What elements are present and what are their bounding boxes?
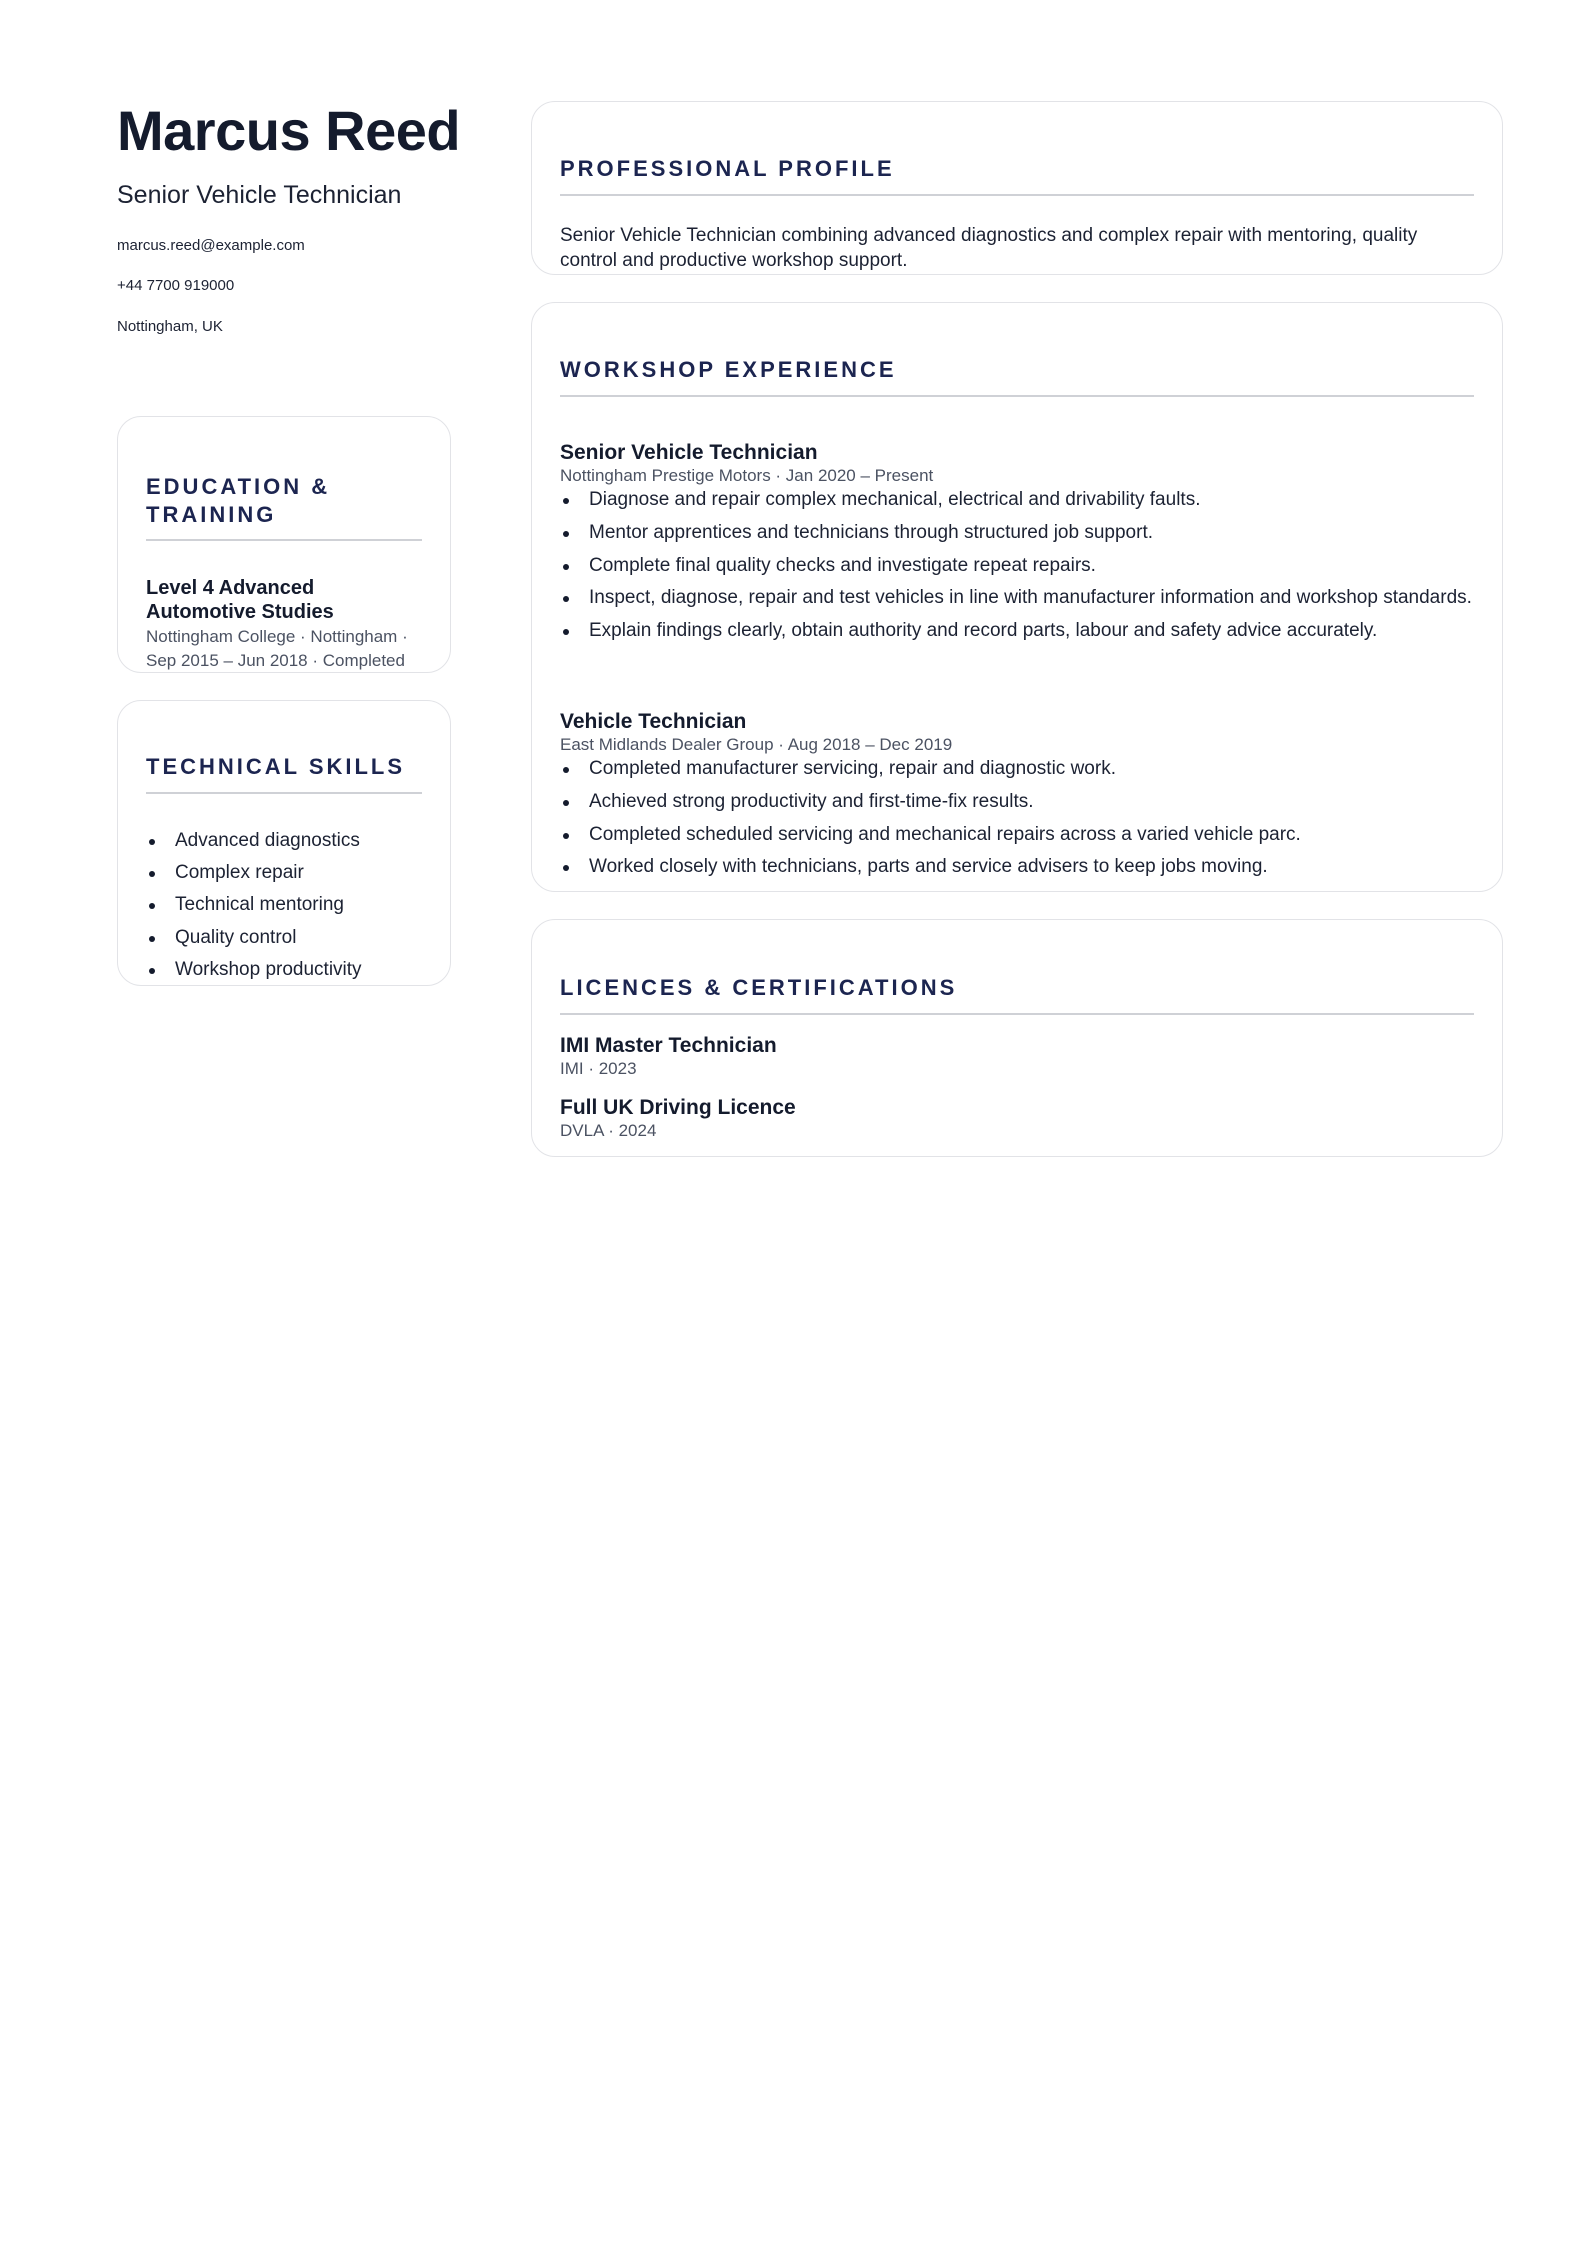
licences-card <box>531 919 1503 1157</box>
education-divider <box>146 539 422 541</box>
candidate-headline: Senior Vehicle Technician <box>117 180 402 209</box>
certification-item <box>560 1095 1474 1142</box>
job-bullet: Mentor apprentices and technicians through structured job support. <box>560 521 1474 546</box>
skills-card <box>117 700 451 986</box>
job-bullet: Diagnose and repair complex mechanical, electrical and drivability faults. <box>560 488 1474 513</box>
job-entry <box>560 440 1474 652</box>
skill-item: Complex repair <box>146 861 422 886</box>
education-heading: EDUCATION & TRAINING <box>146 474 331 527</box>
job-bullet: Completed manufacturer servicing, repair and diagnostic work. <box>560 757 1474 782</box>
skills-heading: TECHNICAL SKILLS <box>146 754 406 779</box>
job-bullet: Achieved strong productivity and first-time-fix results. <box>560 790 1474 815</box>
job-bullets <box>560 488 1474 643</box>
contact-location: Nottingham, UK <box>117 317 223 335</box>
contact-details <box>117 236 451 337</box>
experience-heading: WORKSHOP EXPERIENCE <box>560 357 897 382</box>
licences-heading: LICENCES & CERTIFICATIONS <box>560 975 958 1000</box>
job-meta: Nottingham Prestige Motors · Jan 2020 – Present <box>560 466 934 486</box>
job-bullet: Explain findings clearly, obtain authority and record parts, labour and safety advice accurately. <box>560 619 1474 644</box>
contact-phone[interactable]: +44 7700 919000 <box>117 277 235 295</box>
skill-item: Technical mentoring <box>146 893 422 918</box>
contact-email[interactable]: marcus.reed@example.com <box>117 236 305 254</box>
certification-title: Full UK Driving Licence <box>560 1096 796 1119</box>
job-bullet: Complete final quality checks and investigate repeat repairs. <box>560 554 1474 579</box>
job-bullet: Completed scheduled servicing and mechanical repairs across a varied vehicle parc. <box>560 823 1474 848</box>
skills-divider <box>146 792 422 794</box>
profile-card <box>531 101 1503 275</box>
education-item <box>146 576 422 673</box>
job-title: Senior Vehicle Technician <box>560 441 818 464</box>
job-entry <box>560 709 1474 888</box>
profile-summary: Senior Vehicle Technician combining advanced diagnostics and complex repair with mentoring, quality control and productive workshop support. <box>560 225 1418 271</box>
skills-list <box>146 829 422 982</box>
education-meta: Nottingham College · Nottingham · Sep 2015 – Jun 2018 · Completed <box>146 627 408 670</box>
profile-divider <box>560 194 1474 196</box>
job-meta: East Midlands Dealer Group · Aug 2018 – Dec 2019 <box>560 735 953 755</box>
job-bullet: Worked closely with technicians, parts and service advisers to keep jobs moving. <box>560 855 1474 880</box>
experience-card <box>531 302 1503 892</box>
experience-divider <box>560 395 1474 397</box>
skill-item: Advanced diagnostics <box>146 829 422 854</box>
skill-item: Quality control <box>146 926 422 951</box>
certification-meta: IMI · 2023 <box>560 1059 637 1079</box>
job-bullets <box>560 757 1474 880</box>
job-bullet: Inspect, diagnose, repair and test vehicles in line with manufacturer information and workshop standards. <box>560 586 1474 611</box>
skill-item: Workshop productivity <box>146 958 422 983</box>
candidate-name: Marcus Reed <box>117 99 461 162</box>
education-card <box>117 416 451 673</box>
certification-item <box>560 1033 1474 1080</box>
identity-block <box>117 99 461 357</box>
certification-meta: DVLA · 2024 <box>560 1121 657 1141</box>
job-title: Vehicle Technician <box>560 710 747 733</box>
licences-divider <box>560 1013 1474 1015</box>
profile-heading: PROFESSIONAL PROFILE <box>560 156 895 181</box>
education-title: Level 4 Advanced Automotive Studies <box>146 577 334 623</box>
certification-title: IMI Master Technician <box>560 1034 777 1057</box>
